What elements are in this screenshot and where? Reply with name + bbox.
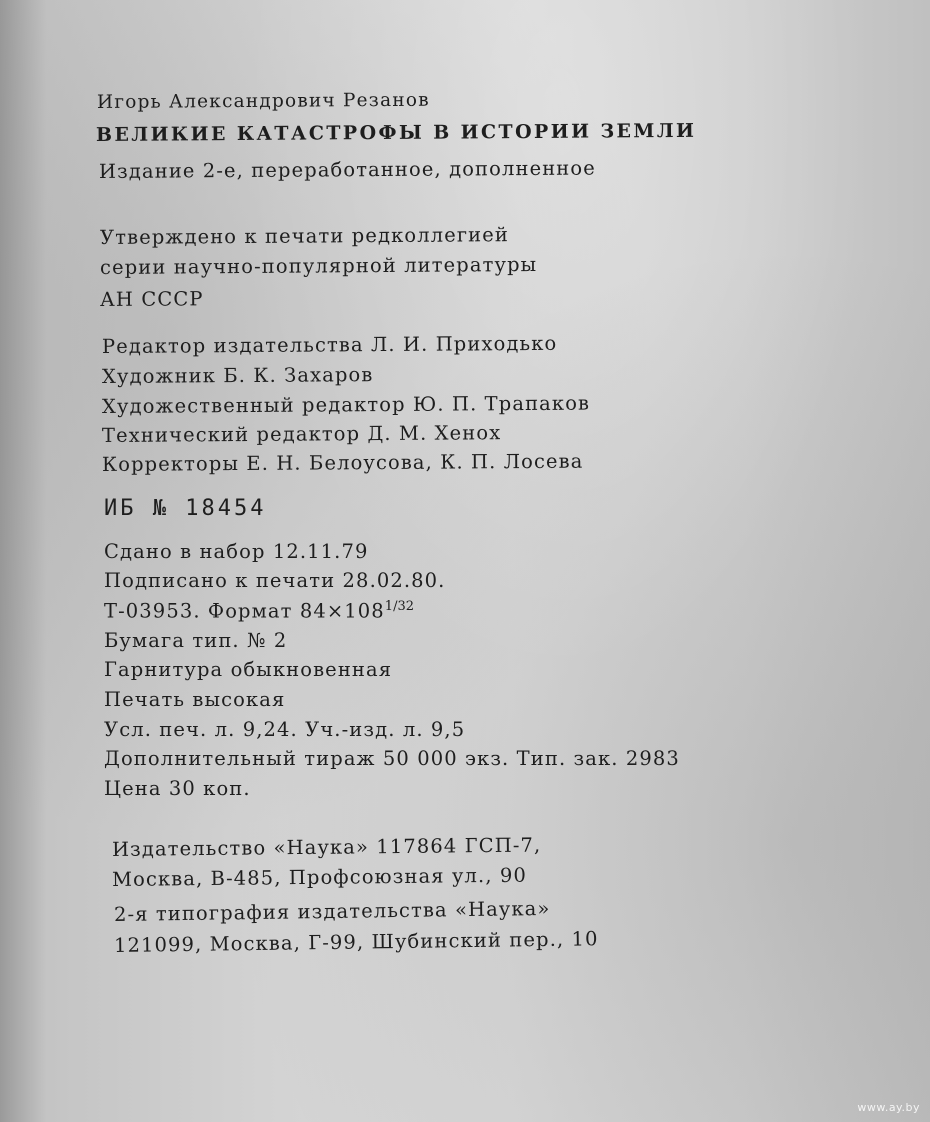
typeface: Гарнитура обыкновенная (104, 658, 393, 681)
printer-line-2: 121099, Москва, Г-99, Шубинский пер., 10 (113, 927, 599, 957)
format-fraction: 1/32 (384, 599, 414, 614)
print-run: Дополнительный тираж 50 000 экз. Тип. зак. 2983 (104, 747, 680, 770)
approval-line-1: Утверждено к печати редколлегией (99, 223, 510, 249)
credit-proofreaders: Корректоры Е. Н. Белоусова, К. П. Лосева (101, 449, 584, 476)
approval-line-3: АН СССР (99, 287, 204, 311)
edition-note: Издание 2-е, переработанное, дополненное (98, 156, 596, 183)
publisher-line-2: Москва, В-485, Профсоюзная ул., 90 (111, 863, 528, 891)
book-title: ВЕЛИКИЕ КАТАСТРОФЫ В ИСТОРИИ ЗЕМЛИ (95, 119, 697, 146)
publisher-line-1: Издательство «Наука» 117864 ГСП-7, (111, 833, 542, 861)
sheet-count: Усл. печ. л. 9,24. Уч.-изд. л. 9,5 (104, 718, 466, 741)
credit-technical-editor: Технический редактор Д. М. Хенох (101, 421, 502, 447)
watermark: www.ay.by (857, 1101, 920, 1114)
printer-line-1: 2-я типография издательства «Наука» (113, 896, 551, 926)
signed-date: Подписано к печати 28.02.80. (104, 569, 446, 592)
format-text: Т-03953. Формат 84×108 (104, 599, 385, 623)
format-line (104, 599, 414, 623)
credit-artist: Художник Б. К. Захаров (101, 363, 374, 388)
approval-line-2: серии научно-популярной литературы (99, 252, 538, 279)
paper-type: Бумага тип. № 2 (104, 629, 288, 652)
credit-art-editor: Художественный редактор Ю. П. Трапаков (101, 391, 591, 418)
submitted-date: Сдано в набор 12.11.79 (104, 540, 369, 563)
printing-method: Печать высокая (104, 688, 286, 711)
author-name: Игорь Александрович Резанов (96, 89, 430, 113)
ib-number: ИБ № 18454 (104, 496, 267, 521)
price: Цена 30 коп. (104, 777, 251, 800)
credit-publisher-editor: Редактор издательства Л. И. Приходько (101, 331, 558, 358)
